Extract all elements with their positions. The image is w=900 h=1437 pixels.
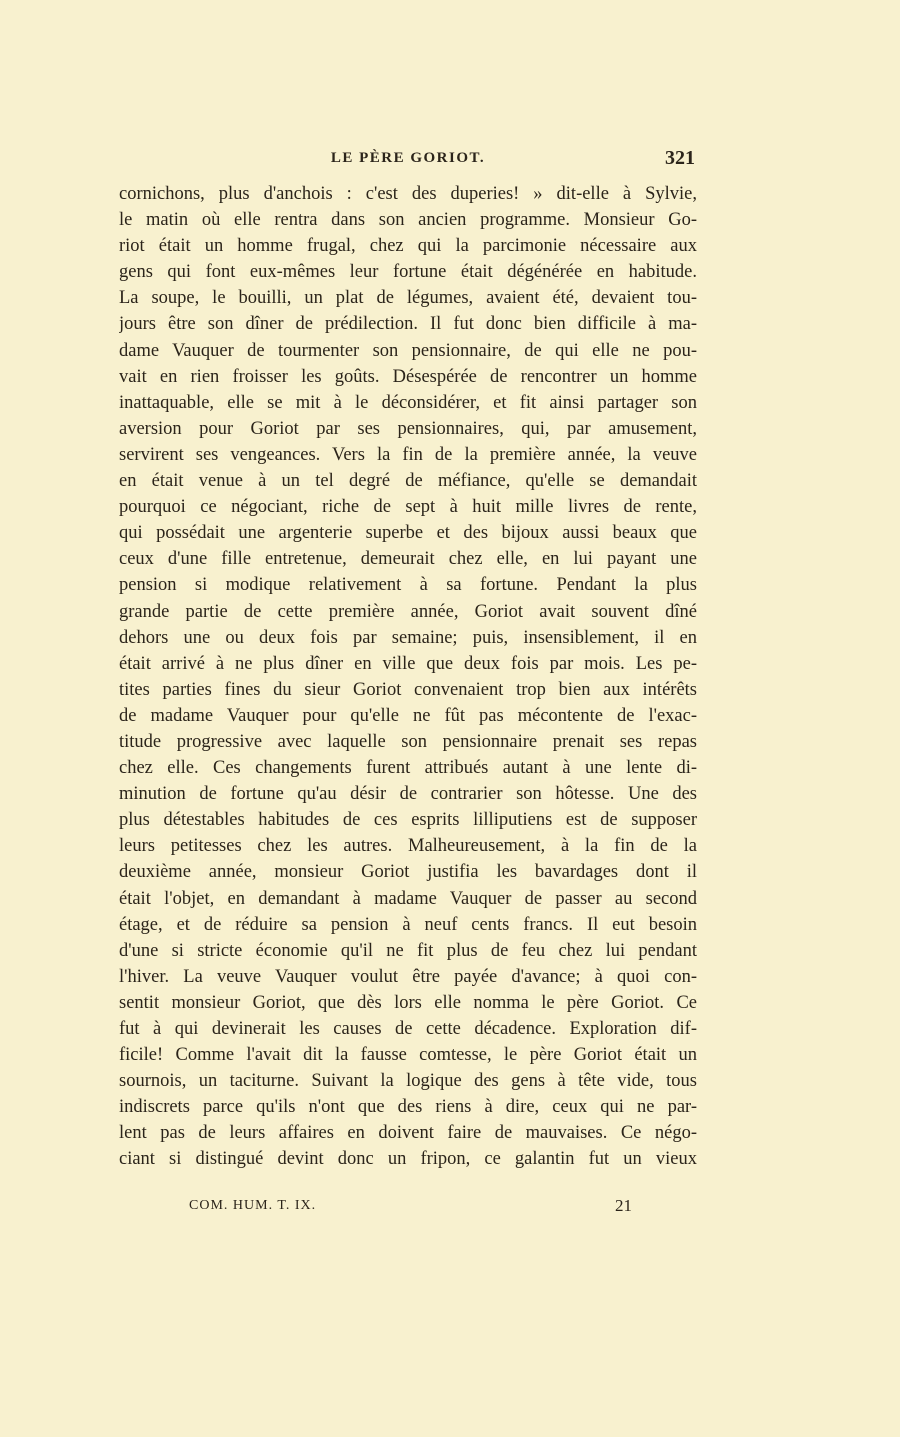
text-line: deuxième année, monsieur Goriot justifia les bavardages dont il [119,862,697,883]
text-line: en était venue à un tel degré de méfiance, qu'elle se demandait [119,471,697,492]
text-line: qui possédait une argenterie superbe et des bijoux aussi beaux que [119,523,697,544]
text-line: l'hiver. La veuve Vauquer voulut être payée d'avance; à quoi con- [119,966,697,987]
text-line: cornichons, plus d'anchois : c'est des duperies! » dit-elle à Sylvie, [119,184,697,204]
text-line: gens qui font eux-mêmes leur fortune était dégénérée en habitude. [119,262,697,283]
text-line: pension si modique relativement à sa fortune. Pendant la plus [119,575,697,596]
text-line: ceux d'une fille entretenue, demeurait chez elle, en lui payant une [119,549,697,570]
text-line: lent pas de leurs affaires en doivent faire de mauvaises. Ce négo- [119,1123,697,1144]
text-line: minution de fortune qu'au désir de contrarier son hôtesse. Une des [119,784,697,805]
body-text [119,181,697,1173]
text-line: de madame Vauquer pour qu'elle ne fût pas mécontente de l'exac- [119,705,697,726]
text-line: aversion pour Goriot par ses pensionnaires, qui, par amusement, [119,418,697,439]
text-line: fut à qui devinerait les causes de cette décadence. Exploration dif- [119,1019,697,1039]
text-line: inattaquable, elle se mit à le déconsidérer, et fit ainsi partager son [119,392,697,413]
text-line: dehors une ou deux fois par semaine; puis, insensiblement, il en [119,627,697,648]
text-line: riot était un homme frugal, chez qui la parcimonie nécessaire aux [119,236,697,257]
text-line: d'une si stricte économie qu'il ne fit plus de feu chez lui pendant [119,940,697,961]
text-line: servirent ses vengeances. Vers la fin de la première année, la veuve [119,444,697,465]
text-line: plus détestables habitudes de ces esprits lilliputiens est de supposer [119,810,697,831]
text-line: était l'objet, en demandant à madame Vauquer de passer au second [119,888,697,909]
text-line: La soupe, le bouilli, un plat de légumes, avaient été, devaient tou- [119,288,697,309]
page-number: 321 [665,147,695,169]
text-line: était arrivé à ne plus dîner en ville que deux fois par mois. Les pe- [119,653,697,674]
text-line: ciant si distingué devint donc un fripon, ce galantin fut un vieux [119,1149,697,1170]
page-header [119,147,697,173]
signature-mark: COM. HUM. T. IX. [189,1198,317,1213]
text-line: jours être son dîner de prédilection. Il fut donc bien difficile à ma- [119,314,697,335]
text-line: indiscrets parce qu'ils n'ont que des riens à dire, ceux qui ne par- [119,1097,697,1118]
text-line: grande partie de cette première année, Goriot avait souvent dîné [119,601,697,622]
running-title: LE PÈRE GORIOT. [330,150,486,166]
text-line: vait en rien froisser les goûts. Désespérée de rencontrer un homme [119,366,697,387]
signature-number: 21 [615,1196,632,1215]
text-line: sournois, un taciturne. Suivant la logique des gens à tête vide, tous [119,1071,697,1092]
text-line: titude progressive avec laquelle son pensionnaire prenait ses repas [119,731,697,752]
text-line: pourquoi ce négociant, riche de sept à huit mille livres de rente, [119,497,697,518]
text-line: dame Vauquer de tourmenter son pensionnaire, de qui elle ne pou- [119,340,697,361]
text-line: étage, et de réduire sa pension à neuf cents francs. Il eut besoin [119,914,697,935]
text-line: sentit monsieur Goriot, que dès lors elle nomma le père Goriot. Ce [119,992,697,1013]
text-line: le matin où elle rentra dans son ancien programme. Monsieur Go- [119,210,697,231]
text-line: leurs petitesses chez les autres. Malheureusement, à la fin de la [119,836,697,857]
page-footer [119,1196,697,1220]
text-line: ficile! Comme l'avait dit la fausse comtesse, le père Goriot était un [119,1045,697,1066]
text-line: tites parties fines du sieur Goriot convenaient trop bien aux intérêts [119,679,697,700]
text-line: chez elle. Ces changements furent attribués autant à une lente di- [119,758,697,779]
